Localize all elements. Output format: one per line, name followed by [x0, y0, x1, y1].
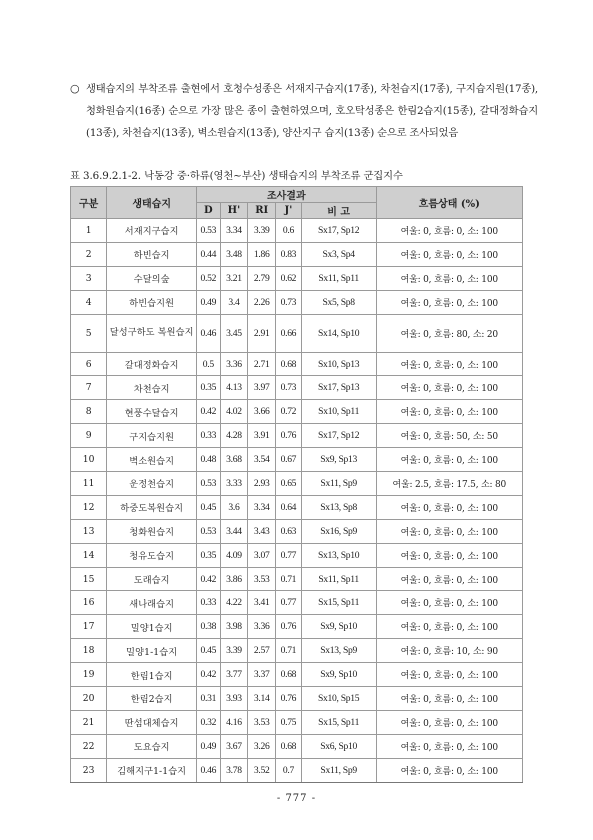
cell-j: 0.68 [276, 352, 302, 376]
cell-flow-state: 여울: 0, 흐름: 0, 소: 100 [376, 495, 522, 519]
cell-wetland-name: 하중도복원습지 [107, 495, 197, 519]
cell-flow-state: 여울: 2.5, 흐름: 17.5, 소: 80 [376, 472, 522, 496]
cell-remark: Sx13, Sp8 [301, 495, 376, 519]
cell-wetland-name: 한림1습지 [107, 663, 197, 687]
cell-h: 3.6 [220, 495, 248, 519]
summary-paragraph [70, 78, 538, 144]
cell-wetland-name: 갈대정화습지 [107, 352, 197, 376]
cell-flow-state: 여울: 0, 흐름: 0, 소: 100 [376, 734, 522, 758]
cell-no: 17 [71, 615, 107, 639]
cell-remark: Sx11, Sp11 [301, 567, 376, 591]
cell-j: 0.7 [276, 758, 302, 782]
cell-h: 3.77 [220, 663, 248, 687]
cell-h: 4.28 [220, 424, 248, 448]
cell-ri: 3.43 [248, 519, 276, 543]
cell-h: 3.68 [220, 448, 248, 472]
cell-flow-state: 여울: 0, 흐름: 0, 소: 100 [376, 400, 522, 424]
cell-ri: 3.34 [248, 495, 276, 519]
cell-no: 3 [71, 266, 107, 290]
cell-h: 4.13 [220, 376, 248, 400]
table-row [71, 495, 523, 519]
table-row [71, 734, 523, 758]
table-row [71, 543, 523, 567]
cell-flow-state: 여울: 0, 흐름: 0, 소: 100 [376, 376, 522, 400]
cell-wetland-name: 현풍수달습지 [107, 400, 197, 424]
cell-no: 18 [71, 639, 107, 663]
cell-no: 23 [71, 758, 107, 782]
cell-flow-state: 여울: 0, 흐름: 80, 소: 20 [376, 314, 522, 352]
cell-d: 0.33 [197, 424, 221, 448]
cell-ri: 3.41 [248, 591, 276, 615]
cell-d: 0.45 [197, 639, 221, 663]
cell-ri: 3.07 [248, 543, 276, 567]
cell-j: 0.71 [276, 567, 302, 591]
cell-ri: 2.57 [248, 639, 276, 663]
table-row [71, 242, 523, 266]
cell-ri: 3.54 [248, 448, 276, 472]
cell-no: 10 [71, 448, 107, 472]
table-row [71, 266, 523, 290]
cell-h: 4.16 [220, 710, 248, 734]
table-row [71, 314, 523, 352]
bullet-circle-icon: ○ [70, 82, 80, 95]
cell-remark: Sx11, Sp9 [301, 758, 376, 782]
cell-d: 0.33 [197, 591, 221, 615]
cell-wetland-name: 하빈습지원 [107, 290, 197, 314]
cell-flow-state: 여울: 0, 흐름: 0, 소: 100 [376, 519, 522, 543]
cell-d: 0.31 [197, 687, 221, 711]
cell-d: 0.53 [197, 519, 221, 543]
cell-ri: 2.71 [248, 352, 276, 376]
cell-remark: Sx9, Sp10 [301, 615, 376, 639]
cell-d: 0.5 [197, 352, 221, 376]
cell-j: 0.68 [276, 663, 302, 687]
cell-wetland-name: 새나래습지 [107, 591, 197, 615]
header-division: 구분 [71, 187, 107, 219]
cell-ri: 2.91 [248, 314, 276, 352]
cell-no: 21 [71, 710, 107, 734]
cell-ri: 2.93 [248, 472, 276, 496]
table-body [71, 219, 523, 783]
cell-j: 0.72 [276, 400, 302, 424]
cell-h: 3.67 [220, 734, 248, 758]
cell-h: 3.36 [220, 352, 248, 376]
table-caption: 표 3.6.9.2.1-2. 낙동강 중·하류(영천∼부산) 생태습지의 부착조류 군집지수 [70, 170, 403, 182]
cell-h: 4.09 [220, 543, 248, 567]
table-row [71, 567, 523, 591]
cell-remark: Sx10, Sp13 [301, 352, 376, 376]
cell-remark: Sx13, Sp10 [301, 543, 376, 567]
cell-remark: Sx11, Sp11 [301, 266, 376, 290]
cell-d: 0.46 [197, 758, 221, 782]
cell-j: 0.76 [276, 687, 302, 711]
cell-j: 0.73 [276, 290, 302, 314]
cell-no: 6 [71, 352, 107, 376]
table-row [71, 710, 523, 734]
cell-j: 0.71 [276, 639, 302, 663]
cell-ri: 3.52 [248, 758, 276, 782]
cell-h: 3.86 [220, 567, 248, 591]
cell-d: 0.53 [197, 472, 221, 496]
cell-remark: Sx17, Sp12 [301, 424, 376, 448]
cell-ri: 3.91 [248, 424, 276, 448]
header-survey-result: 조사결과 [197, 187, 377, 203]
header-remark: 비 고 [301, 203, 376, 219]
cell-h: 3.48 [220, 242, 248, 266]
cell-flow-state: 여울: 0, 흐름: 0, 소: 100 [376, 219, 522, 243]
table-row [71, 615, 523, 639]
table-row [71, 352, 523, 376]
cell-h: 4.02 [220, 400, 248, 424]
cell-ri: 2.79 [248, 266, 276, 290]
cell-flow-state: 여울: 0, 흐름: 0, 소: 100 [376, 591, 522, 615]
cell-j: 0.63 [276, 519, 302, 543]
cell-flow-state: 여울: 0, 흐름: 0, 소: 100 [376, 290, 522, 314]
cell-d: 0.46 [197, 314, 221, 352]
cell-remark: Sx14, Sp10 [301, 314, 376, 352]
table-row [71, 758, 523, 782]
cell-wetland-name: 도요습지 [107, 734, 197, 758]
table-row [71, 663, 523, 687]
cell-no: 1 [71, 219, 107, 243]
table-row [71, 519, 523, 543]
cell-j: 0.77 [276, 591, 302, 615]
cell-ri: 3.39 [248, 219, 276, 243]
header-ri: RI [248, 203, 276, 219]
cell-wetland-name: 벽소원습지 [107, 448, 197, 472]
cell-remark: Sx15, Sp11 [301, 591, 376, 615]
cell-d: 0.35 [197, 543, 221, 567]
community-index-table [70, 186, 523, 783]
cell-flow-state: 여울: 0, 흐름: 0, 소: 100 [376, 242, 522, 266]
cell-no: 11 [71, 472, 107, 496]
cell-remark: Sx9, Sp13 [301, 448, 376, 472]
cell-h: 3.98 [220, 615, 248, 639]
cell-no: 4 [71, 290, 107, 314]
cell-h: 3.33 [220, 472, 248, 496]
cell-ri: 3.97 [248, 376, 276, 400]
cell-j: 0.76 [276, 615, 302, 639]
cell-h: 3.78 [220, 758, 248, 782]
cell-flow-state: 여울: 0, 흐름: 0, 소: 100 [376, 758, 522, 782]
cell-ri: 2.26 [248, 290, 276, 314]
cell-wetland-name: 밀양1-1습지 [107, 639, 197, 663]
table-row [71, 591, 523, 615]
cell-wetland-name: 하빈습지 [107, 242, 197, 266]
cell-ri: 3.14 [248, 687, 276, 711]
cell-j: 0.83 [276, 242, 302, 266]
cell-wetland-name: 김해지구1-1습지 [107, 758, 197, 782]
cell-h: 3.93 [220, 687, 248, 711]
cell-remark: Sx13, Sp9 [301, 639, 376, 663]
paragraph-text: 생태습지의 부착조류 출현에서 호청수성종은 서재지구습지(17종), 차천습지(17종), 구지습지원(17종), 청화원습지(16종) 순으로 가장 많은 종이 출현하였으며, 호오탁성종은 한림2습지(15종), 갈대정화습지(13종), 차천습지(13종), 벽소원습지(13종), 양산지구 습지(13종) 순으로 조사되었음 [86, 83, 538, 139]
cell-no: 8 [71, 400, 107, 424]
cell-remark: Sx16, Sp9 [301, 519, 376, 543]
header-d: D [197, 203, 221, 219]
cell-remark: Sx5, Sp8 [301, 290, 376, 314]
cell-no: 22 [71, 734, 107, 758]
cell-flow-state: 여울: 0, 흐름: 0, 소: 100 [376, 710, 522, 734]
cell-d: 0.45 [197, 495, 221, 519]
cell-ri: 1.86 [248, 242, 276, 266]
cell-j: 0.68 [276, 734, 302, 758]
cell-flow-state: 여울: 0, 흐름: 0, 소: 100 [376, 663, 522, 687]
table-row [71, 219, 523, 243]
cell-wetland-name: 청유도습지 [107, 543, 197, 567]
cell-remark: Sx6, Sp10 [301, 734, 376, 758]
cell-no: 14 [71, 543, 107, 567]
cell-ri: 3.53 [248, 567, 276, 591]
table-row [71, 687, 523, 711]
cell-remark: Sx10, Sp11 [301, 400, 376, 424]
cell-d: 0.49 [197, 290, 221, 314]
cell-d: 0.42 [197, 567, 221, 591]
cell-ri: 3.26 [248, 734, 276, 758]
cell-d: 0.38 [197, 615, 221, 639]
table-row [71, 376, 523, 400]
cell-j: 0.76 [276, 424, 302, 448]
cell-h: 3.44 [220, 519, 248, 543]
cell-j: 0.6 [276, 219, 302, 243]
cell-wetland-name: 달성구하도 복원습지 [107, 314, 197, 352]
cell-d: 0.52 [197, 266, 221, 290]
cell-wetland-name: 밀양1습지 [107, 615, 197, 639]
header-h: H' [220, 203, 248, 219]
cell-j: 0.75 [276, 710, 302, 734]
cell-flow-state: 여울: 0, 흐름: 10, 소: 90 [376, 639, 522, 663]
cell-remark: Sx17, Sp12 [301, 219, 376, 243]
cell-ri: 3.66 [248, 400, 276, 424]
cell-flow-state: 여울: 0, 흐름: 0, 소: 100 [376, 266, 522, 290]
cell-d: 0.53 [197, 219, 221, 243]
cell-d: 0.44 [197, 242, 221, 266]
cell-wetland-name: 딴섬대체습지 [107, 710, 197, 734]
cell-remark: Sx10, Sp15 [301, 687, 376, 711]
table-row [71, 639, 523, 663]
cell-wetland-name: 운정천습지 [107, 472, 197, 496]
cell-j: 0.62 [276, 266, 302, 290]
cell-wetland-name: 한림2습지 [107, 687, 197, 711]
cell-no: 5 [71, 314, 107, 352]
cell-no: 12 [71, 495, 107, 519]
cell-j: 0.77 [276, 543, 302, 567]
cell-flow-state: 여울: 0, 흐름: 0, 소: 100 [376, 448, 522, 472]
cell-flow-state: 여울: 0, 흐름: 50, 소: 50 [376, 424, 522, 448]
cell-flow-state: 여울: 0, 흐름: 0, 소: 100 [376, 352, 522, 376]
cell-no: 7 [71, 376, 107, 400]
cell-d: 0.48 [197, 448, 221, 472]
cell-remark: Sx11, Sp9 [301, 472, 376, 496]
header-wetland: 생태습지 [107, 187, 197, 219]
cell-ri: 3.53 [248, 710, 276, 734]
cell-wetland-name: 도래습지 [107, 567, 197, 591]
cell-wetland-name: 구지습지원 [107, 424, 197, 448]
cell-j: 0.66 [276, 314, 302, 352]
header-flow-state: 흐름상태 (%) [376, 187, 522, 219]
cell-no: 9 [71, 424, 107, 448]
cell-remark: Sx15, Sp11 [301, 710, 376, 734]
cell-j: 0.65 [276, 472, 302, 496]
cell-no: 20 [71, 687, 107, 711]
table-row [71, 400, 523, 424]
table-row [71, 472, 523, 496]
cell-h: 3.39 [220, 639, 248, 663]
cell-wetland-name: 수달의숲 [107, 266, 197, 290]
cell-j: 0.64 [276, 495, 302, 519]
page-number: - 777 - [276, 793, 317, 804]
cell-d: 0.49 [197, 734, 221, 758]
cell-h: 3.21 [220, 266, 248, 290]
cell-wetland-name: 청화원습지 [107, 519, 197, 543]
cell-flow-state: 여울: 0, 흐름: 0, 소: 100 [376, 567, 522, 591]
cell-no: 2 [71, 242, 107, 266]
cell-no: 13 [71, 519, 107, 543]
cell-d: 0.42 [197, 400, 221, 424]
table-row [71, 424, 523, 448]
cell-no: 16 [71, 591, 107, 615]
header-j: J' [276, 203, 302, 219]
cell-no: 19 [71, 663, 107, 687]
table-row [71, 290, 523, 314]
cell-h: 3.45 [220, 314, 248, 352]
cell-no: 15 [71, 567, 107, 591]
table-row [71, 448, 523, 472]
cell-remark: Sx17, Sp13 [301, 376, 376, 400]
cell-wetland-name: 차천습지 [107, 376, 197, 400]
cell-h: 4.22 [220, 591, 248, 615]
cell-d: 0.35 [197, 376, 221, 400]
cell-h: 3.34 [220, 219, 248, 243]
cell-wetland-name: 서재지구습지 [107, 219, 197, 243]
cell-remark: Sx9, Sp10 [301, 663, 376, 687]
cell-remark: Sx3, Sp4 [301, 242, 376, 266]
cell-ri: 3.37 [248, 663, 276, 687]
cell-d: 0.32 [197, 710, 221, 734]
cell-d: 0.42 [197, 663, 221, 687]
cell-j: 0.73 [276, 376, 302, 400]
cell-flow-state: 여울: 0, 흐름: 0, 소: 100 [376, 687, 522, 711]
cell-h: 3.4 [220, 290, 248, 314]
cell-j: 0.67 [276, 448, 302, 472]
cell-flow-state: 여울: 0, 흐름: 0, 소: 100 [376, 615, 522, 639]
cell-flow-state: 여울: 0, 흐름: 0, 소: 100 [376, 543, 522, 567]
cell-ri: 3.36 [248, 615, 276, 639]
